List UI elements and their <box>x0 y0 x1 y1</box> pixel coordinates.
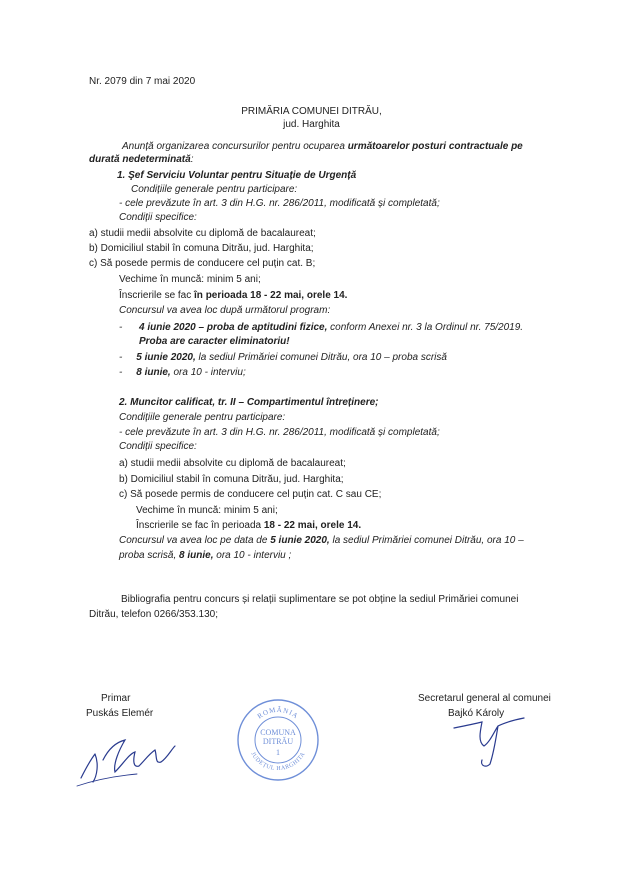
post-1-vechime: Vechime în muncă: minim 5 ani; <box>119 274 261 285</box>
svg-text:DITRĂU: DITRĂU <box>262 737 294 746</box>
post-2-general-item: - cele prevăzute în art. 3 din H.G. nr. 286/2011, modificată și completată; <box>119 427 440 438</box>
post-2-concurs-line-1: Concursul va avea loc pe data de 5 iunie 2020, la sediul Primăriei comunei Ditrău, ora 10 – <box>119 535 524 546</box>
post-2-general-label: Condițiile generale pentru participare: <box>119 412 286 423</box>
post-1-specific-label: Condiții specifice: <box>119 212 197 223</box>
post-1-program-item-1: - 4 iunie 2020 – proba de aptitudini fizice, conform Anexei nr. 3 la Ordinul nr. 75/2019. <box>119 322 524 333</box>
secretary-signature-icon <box>450 712 530 772</box>
post-1-specific-b: b) Domiciliul stabil în comuna Ditrău, jud. Harghita; <box>89 243 314 254</box>
post-1-general-item: - cele prevăzute în art. 3 din H.G. nr. 286/2011, modificată și completată; <box>119 198 440 209</box>
post-2-specific-a: a) studii medii absolvite cu diplomă de bacalaureat; <box>119 458 346 469</box>
official-seal-icon <box>236 698 320 782</box>
post-1-program-label: Concursul va avea loc după următorul program: <box>119 305 331 316</box>
bibliography-line-2: Ditrău, telefon 0266/353.130; <box>89 609 218 620</box>
post-2-vechime: Vechime în muncă: minim 5 ani; <box>136 505 278 516</box>
mayor-role: Primar <box>101 693 131 704</box>
svg-text:COMUNA: COMUNA <box>260 728 296 737</box>
intro-line-1: Anunță organizarea concursurilor pentru ocuparea următoarelor posturi contractuale pe <box>122 141 523 152</box>
post-1-inscrieri: Înscrierile se fac în perioada 18 - 22 mai, orele 14. <box>119 290 348 301</box>
mayor-name: Puskás Elemér <box>86 708 154 719</box>
post-1-program-item-3: - 8 iunie, ora 10 - interviu; <box>119 367 246 378</box>
organization-name: PRIMĂRIA COMUNEI DITRĂU, <box>241 106 382 117</box>
post-1-program-item-1-note: Proba are caracter eliminatoriu! <box>139 336 290 347</box>
post-2-specific-c: c) Să posede permis de conducere cel puțin cat. C sau CE; <box>119 489 382 500</box>
post-1-specific-c: c) Să posede permis de conducere cel puțin cat. B; <box>89 258 316 269</box>
post-2-title: 2. Muncitor calificat, tr. II – Compartimentul întreținere; <box>119 397 379 408</box>
svg-text:JUDEȚUL HARGHITA: JUDEȚUL HARGHITA <box>249 751 307 773</box>
mayor-signature-icon <box>75 720 185 790</box>
post-2-inscrieri: Înscrierile se fac în perioada 18 - 22 mai, orele 14. <box>136 520 362 531</box>
post-2-concurs-line-2: proba scrisă, 8 iunie, ora 10 - interviu ; <box>119 550 292 561</box>
svg-text:1: 1 <box>276 748 280 757</box>
secretary-role: Secretarul general al comunei <box>418 693 551 704</box>
intro-line-2: durată nedeterminată: <box>89 154 194 165</box>
svg-text:ROMÂNIA: ROMÂNIA <box>255 705 301 721</box>
post-1-program-item-2: - 5 iunie 2020, la sediul Primăriei comunei Ditrău, ora 10 – proba scrisă <box>119 352 447 363</box>
secretary-name: Bajkó Károly <box>448 708 505 719</box>
county-name: jud. Harghita <box>283 119 340 130</box>
document-number: Nr. 2079 din 7 mai 2020 <box>89 76 196 87</box>
post-1-title: 1. Şef Serviciu Voluntar pentru Situație de Urgență <box>117 170 357 181</box>
post-1-general-label: Condițiile generale pentru participare: <box>131 184 298 195</box>
post-2-specific-b: b) Domiciliul stabil în comuna Ditrău, jud. Harghita; <box>119 474 344 485</box>
post-1-specific-a: a) studii medii absolvite cu diplomă de bacalaureat; <box>89 228 316 239</box>
bibliography-line-1: Bibliografia pentru concurs și relații suplimentare se pot obține la sediul Primăriei comunei <box>121 594 519 605</box>
post-2-specific-label: Condiții specifice: <box>119 441 197 452</box>
